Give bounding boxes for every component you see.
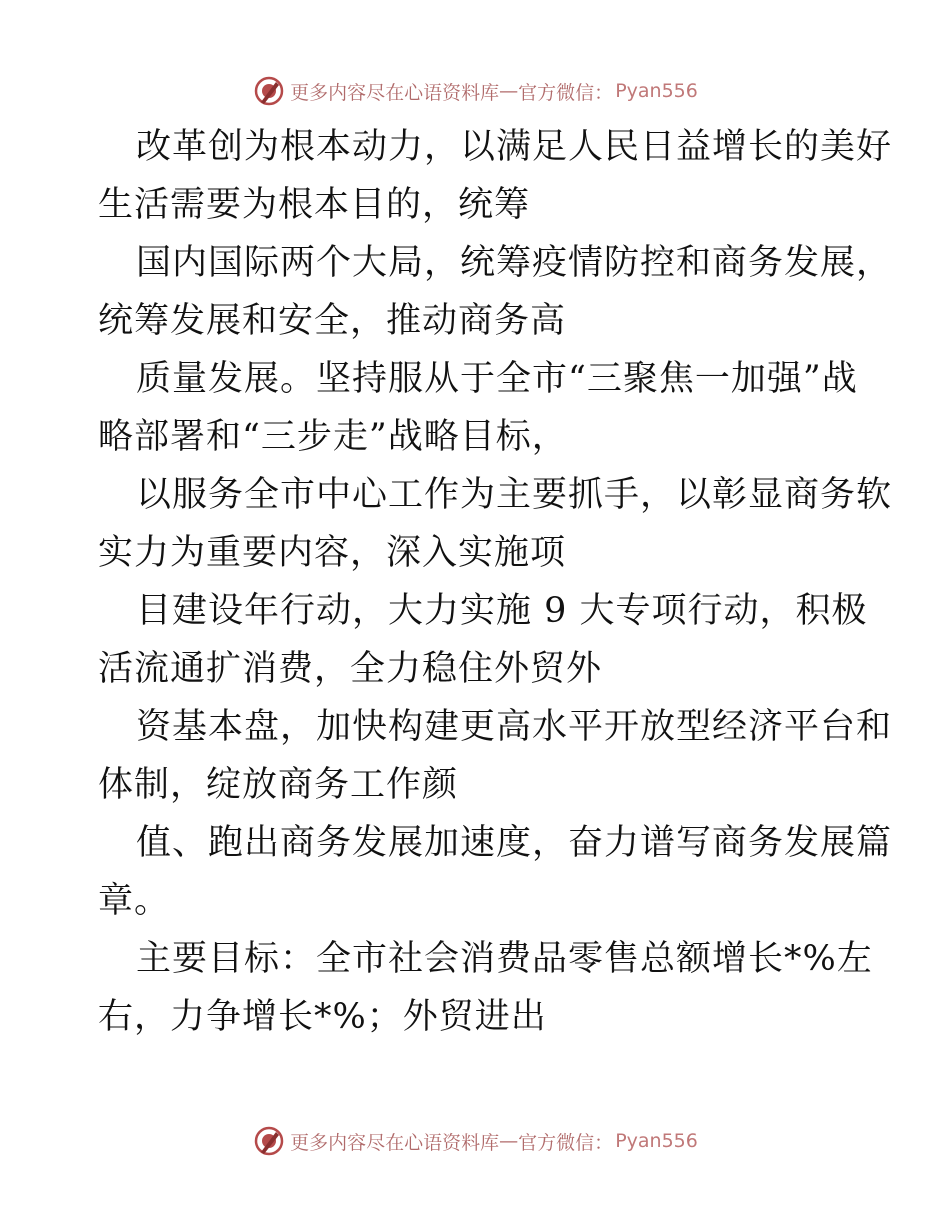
paragraph xyxy=(98,234,893,350)
paragraph-line: 主要目标：全市社会消费品零售总额增长*%左 xyxy=(136,939,873,979)
paragraph-line: 生活需要为根本目的，统筹 xyxy=(98,185,531,225)
paragraph-line: 值、跑出商务发展加速度，奋力谱写商务发展篇 xyxy=(136,823,893,863)
paragraph-line: 以服务全市中心工作为主要抓手，以彰显商务软 xyxy=(136,475,893,515)
paragraph-line: 实力为重要内容，深入实施项 xyxy=(98,533,567,573)
paragraph-line: 右，力争增长*%；外贸进出 xyxy=(98,997,547,1037)
header-watermark xyxy=(0,71,950,111)
paragraph-line: 章。 xyxy=(98,881,171,921)
paragraph-line: 略部署和“三步走”战略目标， xyxy=(98,417,568,457)
paragraph xyxy=(98,930,873,1046)
paragraph xyxy=(98,350,858,466)
footer-watermark xyxy=(0,1121,950,1161)
watermark-main-text: 更多内容尽在心语资料库 xyxy=(290,81,500,104)
paragraph-line: 质量发展。坚持服从于全市“三聚焦一加强”战 xyxy=(136,359,858,399)
paragraph xyxy=(98,466,893,582)
paragraph-line: 统筹发展和安全，推动商务高 xyxy=(98,301,567,341)
watermark-account: Pyan556 xyxy=(615,80,698,102)
paragraph xyxy=(98,118,893,234)
pen-nib-circle-icon xyxy=(252,1124,286,1158)
paragraph-line: 活流通扩消费，全力稳住外贸外 xyxy=(98,649,603,689)
document-body xyxy=(98,118,893,1046)
watermark-official-text: 官方微信： xyxy=(518,81,614,104)
paragraph-line: 改革创为根本动力，以满足人民日益增长的美好 xyxy=(136,127,893,167)
watermark-dash: — xyxy=(499,1130,519,1152)
watermark-account: Pyan556 xyxy=(615,1130,698,1152)
paragraph-line: 目建设年行动，大力实施 9 大专项行动，积极 xyxy=(136,591,868,631)
paragraph-line: 资基本盘，加快构建更高水平开放型经济平台和 xyxy=(136,707,893,747)
paragraph xyxy=(98,814,893,930)
paragraph xyxy=(98,582,868,698)
pen-nib-circle-icon xyxy=(252,74,286,108)
watermark-main-text: 更多内容尽在心语资料库 xyxy=(290,1131,500,1154)
watermark-dash: — xyxy=(499,80,519,102)
paragraph-line: 体制，绽放商务工作颜 xyxy=(98,765,459,805)
watermark-official-text: 官方微信： xyxy=(518,1131,614,1154)
paragraph-line: 国内国际两个大局，统筹疫情防控和商务发展， xyxy=(136,243,893,283)
paragraph xyxy=(98,698,893,814)
